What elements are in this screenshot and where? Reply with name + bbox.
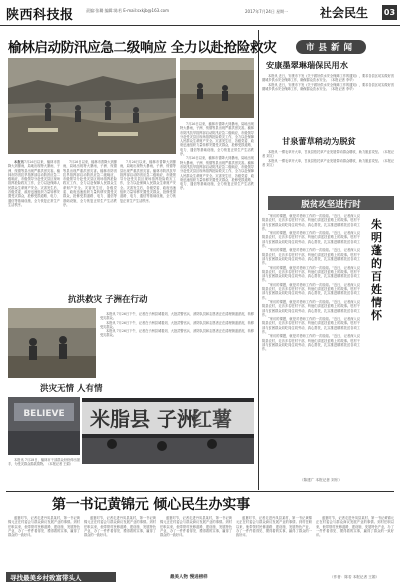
bottom-body-col5: 盛夏时节，记者走进丹凤县某村，第一书记黄锦元正在村委会与群众商议发展产业的事情。到村任职以来，他带领村民修道路、建设施、发展特色产业，办了一件件看得见、摸得着的实事，赢得了群众的一致好评。 [316,516,394,538]
city-news-heading: 市县新闻 [296,40,366,54]
bottom-body-col2: 盛夏时节，记者走进丹凤县某村，第一书记黄锦元正在村委会与群众商议发展产业的事情。到村任职以来，他带领村民修道路、建设施、发展特色产业，办了一件件看得见、摸得着的实事，赢得了群众的一致好评。 [84,516,156,538]
vertical-feature-title: 朱明蓬的百姓情怀 [371,218,382,322]
lead-body-col1: 本报讯7月26日以来，榆林市普降大到暴雨，局地出现特大暴雨，子洲、绥德等县出现严重洪涝灾害。榆林市防汛抗旱指挥部启动防汛应急二级响应，市级领导分赴受灾县区现场指挥抢险救灾工作，全力以赴保障人民群众生命财产安全。灾害发生后，各级党委、政府迅速组织力量转移安置受灾群众，抢修受损道路、电力、通信等基础设施，全力恢复正常生产生活秩序。 [8,160,60,207]
footer-contact: （作者：陈若 本报记者 王娟） [330,575,380,579]
bottom-body-col4: 盛夏时节，记者走进丹凤县某村，第一书记黄锦元正在村委会与群众商议发展产业的事情。到村任职以来，他带领村民修道路、建设施、发展特色产业，办了一件件看得见、摸得着的实事，赢得了群众的一致好评。 [236,516,312,538]
bottom-divider [6,491,394,492]
bottom-body-col3: 盛夏时节，记者走进丹凤县某村，第一书记黄锦元正在村委会与群众商议发展产业的事情。到村任职以来，他带领村民修道路、建设施、发展特色产业，办了一件件看得见、摸得着的实事，赢得了群众的一致好评。 [160,516,232,538]
footer-bar: 寻找最美乡村致富带头人 [6,572,116,582]
masthead [0,0,400,26]
lead-body-col3: 7月26日以来，榆林市普降大到暴雨，局地出现特大暴雨，子洲、绥德等县出现严重洪涝灾害。榆林市防汛抗旱指挥部启动防汛应急二级响应，市级领导分赴受灾县区现场指挥抢险救灾工作，全力以赴保障人民群众生命财产安全。灾害发生后，各级党委、政府迅速组织力量转移安置受灾群众，抢修受损道路、电力、通信等基础设施，全力恢复正常生产生活秩序。 [120,160,176,203]
footer-right-label: 最美人物 慢进榜样 [170,575,208,580]
flood-relief-image [8,308,96,378]
photo-3 [8,397,80,455]
second-photo [180,58,254,118]
sign-text: BELIEVE [23,409,65,419]
poverty-signature: （陈建广 本报记者 刘东） [300,478,342,482]
photo3-caption: 洪灾无情 人有情 [40,384,103,394]
banner-event-image [82,398,254,464]
newspaper-logo: 陕西科技报 [6,8,74,23]
section-title: 社会民生 [320,6,369,20]
lead-headline: 榆林启动防汛应急二级响应 全力以赴抢险救灾 [8,40,277,56]
poverty-heading: 脱贫攻坚进行时 [268,196,394,210]
sidebar-divider [258,30,259,490]
lead-body-col2: 7月26日以来，榆林市普降大到暴雨，局地出现特大暴雨，子洲、绥德等县出现严重洪涝灾害。榆林市防汛抗旱指挥部启动防汛应急二级响应，市级领导分赴受灾县区现场指挥抢险救灾工作，全力以赴保障人民群众生命财产安全。灾害发生后，各级党委、政府迅速组织力量转移安置受灾群众，抢修受损道路、电力、通信等基础设施，全力恢复正常生产生活秩序。 [63,160,117,207]
issue-date: 2017年7月24日 星期一 [245,9,289,14]
rescue-scene-image [180,58,254,118]
sidebar-item1-title: 安康墨翠琳瑞保民用水 [266,60,348,70]
banner-text: 米脂县 子洲 [90,407,197,431]
photo2-body: 本报讯 7月26日下午，记者在子洲县城看到，大批武警官兵、消防队员和志愿者正在清理街道淤泥，转移受灾群众。 本报讯 7月26日下午，记者在子洲县城看到，大批武警官兵、消防队员和志愿者正在清理街道淤泥，转移受灾群众。 本报讯 7月26日下午，记者在子洲县城看到，大批武警官兵、消防队员和志愿者正在清理街道淤泥，转移受灾群众。 [100,312,254,338]
sidebar-item2-title: 甘泉蕾草稍动为脱贫 [282,136,356,146]
sidebar-item2-body: 本报讯 一棵毛草开大单，甘泉县依托草产业发展带动群众增收，助力脱贫攻坚。（本报记者 刘文） 本报讯 一棵毛草开大单，甘泉县依托草产业发展带动群众增收，助力脱贫攻坚。（本报记者 刘文） [262,150,394,167]
masthead-info: 责编:张璐 编辑:陈若 E-mail:sxkjb@163.com [86,8,169,13]
page-number-badge: 03 [382,5,397,20]
sidebar-item1-body: 本报讯 近日，安康市下发《关于做好供水安全保障工作的通知》，要求各县区切实做好汛期城乡供水安全保障工作，确保群众饮水安全。（本报记者 李华） 本报讯 近日，安康市下发《关于做好供水安全保障工作的通知》，要求各县区切实做好汛期城乡供水安全保障工作，确保群众饮水安全。（本报记者 李华） [262,74,394,91]
bottom-body-col1: 盛夏时节，记者走进丹凤县某村，第一书记黄锦元正在村委会与群众商议发展产业的事情。到村任职以来，他带领村民修道路、建设施、发展特色产业，办了一件件看得见、摸得着的实事，赢得了群众的一致好评。 [8,516,80,538]
photo-4 [82,398,254,464]
poverty-body: “家访的课题，就是对老师工作的一次检阅。”近日，记者深入汉阴县农村，走访多名驻村干部，听他们讲述扶贫路上的故事。驻村干部与贫困群众同吃同住同劳动，真心帮扶，扎实推进精准扶贫各项工作。 “家访的课题，就是对老师工作的一次检阅。”近日，记者深入汉阴县农村，走访多名驻村干部，听他们讲述扶贫路上的故事。驻村干部与贫困群众同吃同住同劳动，真心帮扶，扎实推进精准扶贫各项工作。 “家访的课题，就是对老师工作的一次检阅。”近日，记者深入汉阴县农村，走访多名驻村干部，听他们讲述扶贫路上的故事。驻村干部与贫困群众同吃同住同劳动，真心帮扶，扎实推进精准扶贫各项工作。 “家访的课题，就是对老师工作的一次检阅。”近日，记者深入汉阴县农村，走访多名驻村干部，听他们讲述扶贫路上的故事。驻村干部与贫困群众同吃同住同劳动，真心帮扶，扎实推进精准扶贫各项工作。 “家访的课题，就是对老师工作的一次检阅。”近日，记者深入汉阴县农村，走访多名驻村干部，听他们讲述扶贫路上的故事。驻村干部与贫困群众同吃同住同劳动，真心帮扶，扎实推进精准扶贫各项工作。 “家访的课题，就是对老师工作的一次检阅。”近日，记者深入汉阴县农村，走访多名驻村干部，听他们讲述扶贫路上的故事。驻村干部与贫困群众同吃同住同劳动，真心帮扶，扎实推进精准扶贫各项工作。 “家访的课题，就是对老师工作的一次检阅。”近日，记者深入汉阴县农村，走访多名驻村干部，听他们讲述扶贫路上的故事。驻村干部与贫困群众同吃同住同劳动，真心帮扶，扎实推进精准扶贫各项工作。 “家访的课题，就是对老师工作的一次检阅。”近日，记者深入汉阴县农村，走访多名驻村干部，听他们讲述扶贫路上的故事。驻村干部与贫困群众同吃同住同劳动，真心帮扶，扎实推进精准扶贫各项工作。 [262,214,360,352]
photo-2 [8,308,96,378]
lead-body-col4: 7月26日以来，榆林市普降大到暴雨，局地出现特大暴雨，子洲、绥德等县出现严重洪涝灾害。榆林市防汛抗旱指挥部启动防汛应急二级响应，市级领导分赴受灾县区现场指挥抢险救灾工作，全力以赴保障人民群众生命财产安全。灾害发生后，各级党委、政府迅速组织力量转移安置受灾群众，抢修受损道路、电力、通信等基础设施，全力恢复正常生产生活秩序。 7月26日以来，榆林市普降大到暴雨，局地出现特大暴雨，子洲、绥德等县出现严重洪涝灾害。榆林市防汛抗旱指挥部启动防汛应急二级响应，市级领导分赴受灾县区现场指挥抢险救灾工作，全力以赴保障人民群众生命财产安全。灾害发生后，各级党委、政府迅速组织力量转移安置受灾群众，抢修受损道路、电力、通信等基础设施，全力恢复正常生产生活秩序。 [180,122,254,191]
photo2-caption: 抗洪救灾 子洲在行动 [68,295,148,305]
bottom-headline: 第一书记黄锦元 倾心民生办实事 [52,497,250,513]
overlay-text: 红薯 [192,407,232,431]
flood-rescue-image [8,58,176,154]
lead-photo [8,58,176,154]
donation-image [8,397,80,455]
photo3-body: 本报讯 7月28日，榆林市干部群众纷纷伸出援手，为受灾群众捐款捐物。（本报记者 王娟） [8,458,80,467]
